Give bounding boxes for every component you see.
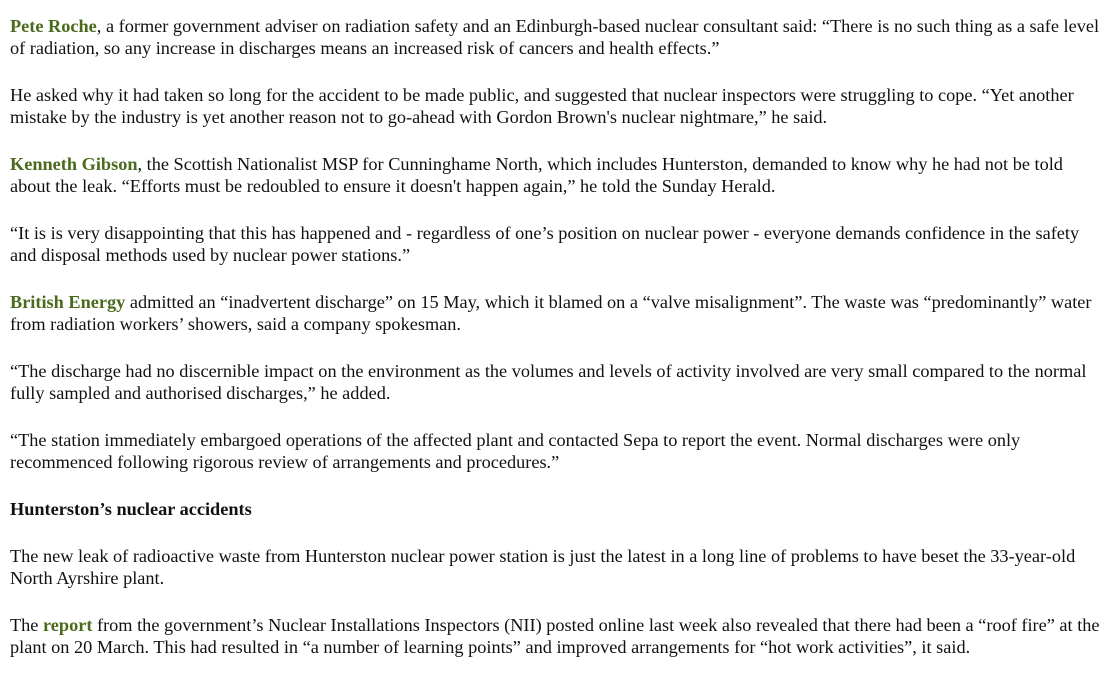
paragraph-asked-why (10, 84, 1106, 128)
paragraph-text: “The station immediately embargoed operations of the affected plant and contacted Sepa to report the event. Normal discharges were only recommenced following rigorous review of arrangements and procedures.” (10, 430, 1021, 472)
paragraph-text: , a former government adviser on radiation safety and an Edinburgh-based nuclear consultant said: “There is no such thing as a safe level of radiation, so any increase in discharges means an increased risk of cancers and health effects.” (10, 16, 1100, 58)
paragraph-station-quote (10, 429, 1106, 473)
paragraph-kenneth-gibson (10, 153, 1106, 197)
paragraph-disappointing-quote (10, 222, 1106, 266)
paragraph-nii-report (10, 614, 1106, 658)
paragraph-text: admitted an “inadvertent discharge” on 15 May, which it blamed on a “valve misalignment”. The waste was “predominantly” water from radiation workers’ showers, said a company spokesman. (10, 292, 1092, 334)
link-pete-roche[interactable]: Pete Roche (10, 16, 97, 36)
paragraph-text: , the Scottish Nationalist MSP for Cunninghame North, which includes Hunterston, demanded to know why he had not be told about the leak. “Efforts must be redoubled to ensure it doesn't happen again,” he told the Sunday Herald. (10, 154, 1063, 196)
link-report[interactable]: report (43, 615, 93, 635)
paragraph-prefix: The (10, 615, 43, 635)
paragraph-text: He asked why it had taken so long for the accident to be made public, and suggested that nuclear inspectors were struggling to cope. “Yet another mistake by the industry is yet another reason not to go-ahead with Gordon Brown's nuclear nightmare,” he said. (10, 85, 1074, 127)
paragraph-text: “It is is very disappointing that this has happened and - regardless of one’s position on nuclear power - everyone demands confidence in the safety and disposal methods used by nuclear power stations.” (10, 223, 1080, 265)
paragraph-british-energy (10, 291, 1106, 335)
paragraph-pete-roche (10, 15, 1106, 59)
link-kenneth-gibson[interactable]: Kenneth Gibson (10, 154, 138, 174)
paragraph-text: from the government’s Nuclear Installations Inspectors (NII) posted online last week also revealed that there had been a “roof fire” at the plant on 20 March. This had resulted in “a number of learning points” and improved arrangements for “hot work activities”, it said. (10, 615, 1100, 657)
paragraph-text: The new leak of radioactive waste from Hunterston nuclear power station is just the latest in a long line of problems to have beset the 33-year-old North Ayrshire plant. (10, 546, 1076, 588)
link-british-energy[interactable]: British Energy (10, 292, 126, 312)
paragraph-discharge-quote (10, 360, 1106, 404)
paragraph-new-leak (10, 545, 1106, 589)
section-heading: Hunterston’s nuclear accidents (10, 499, 252, 519)
paragraph-text: “The discharge had no discernible impact on the environment as the volumes and levels of activity involved are very small compared to the normal fully sampled and authorised discharges,” he added. (10, 361, 1087, 403)
